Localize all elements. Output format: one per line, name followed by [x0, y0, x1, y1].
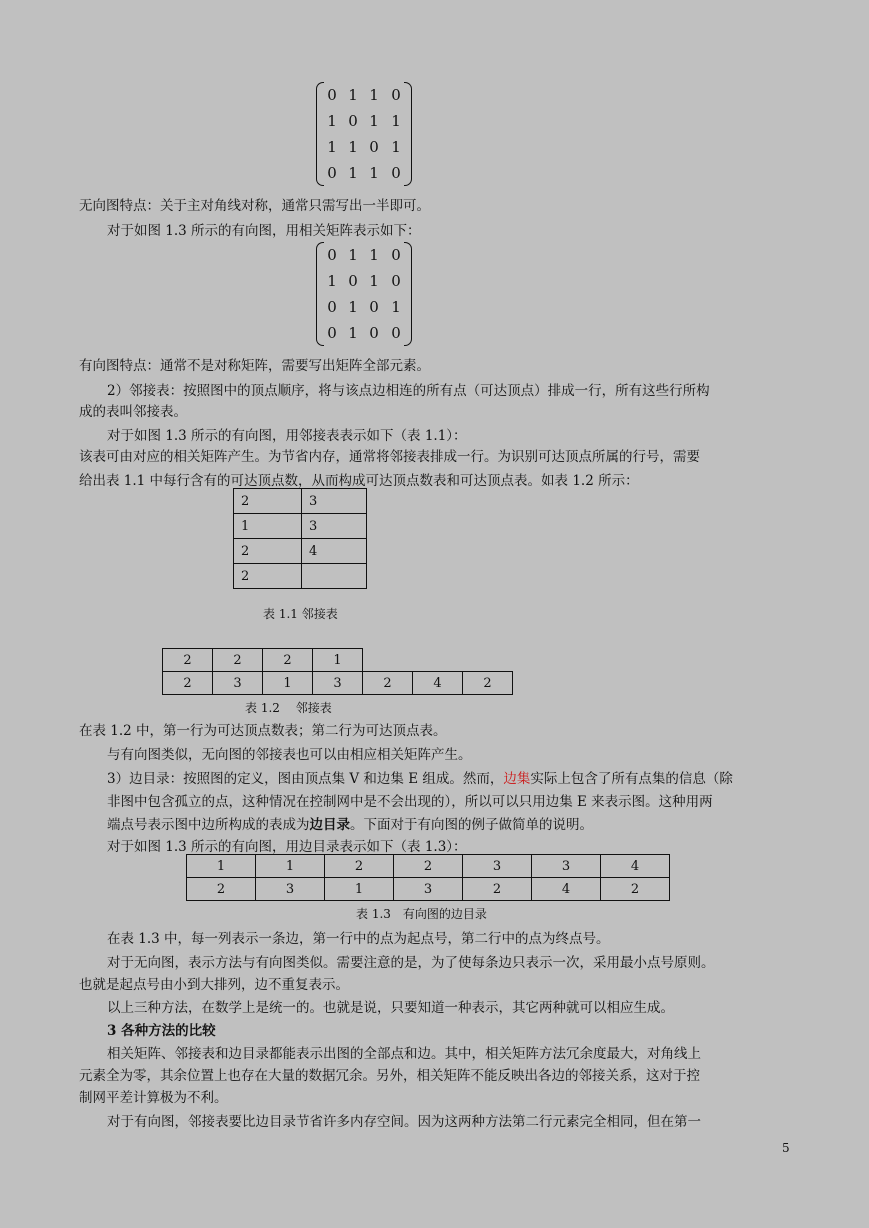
matrix-cell: 1	[348, 246, 358, 264]
table-cell: 3	[394, 878, 463, 901]
table-cell: 3	[463, 855, 532, 878]
matrix-cell: 1	[391, 138, 401, 156]
table-cell: 1	[313, 649, 363, 672]
matrix-cell: 0	[327, 324, 337, 342]
table-cell: 4	[601, 855, 670, 878]
table-row	[163, 672, 513, 695]
matrix-cell: 0	[391, 246, 401, 264]
paragraph-fig13-adj: 对于如图 1.3 所示的有向图，用邻接表表示如下（表 1.1）：	[107, 428, 467, 444]
paragraph-directed: 有向图特点：通常不是对称矩阵，需要写出矩阵全部元素。	[79, 358, 430, 374]
matrix-cell: 0	[391, 324, 401, 342]
matrix-cell: 1	[391, 298, 401, 316]
table-caption: 表 1.2 邻接表	[245, 701, 332, 715]
table-cell: 2	[463, 878, 532, 901]
table-cell: 2	[163, 672, 213, 695]
table-row	[187, 855, 670, 878]
table-cell: 1	[263, 672, 313, 695]
paragraph-table12-note: 在表 1.2 中，第一行为可达顶点数表；第二行为可达顶点表。	[79, 723, 447, 739]
paragraph-undirected-edges: 也就是起点号由小到大排列，边不重复表示。	[79, 977, 349, 993]
table-cell: 1	[256, 855, 325, 878]
table-row	[234, 564, 367, 589]
table-cell: 2	[463, 672, 513, 695]
edge-list-text: 3）边目录：按照图的定义，图由顶点集 V 和边集 E 组成。然而，	[107, 771, 504, 787]
table-row	[187, 878, 670, 901]
table-1-1-adjacency	[233, 488, 367, 589]
paragraph-last: 对于有向图，邻接表要比边目录节省许多内存空间。因为这两种方法第二行元素完全相同，但在第一	[107, 1114, 701, 1130]
matrix-cell: 0	[327, 164, 337, 182]
table-1-2-second-row	[162, 671, 513, 695]
table-row	[163, 649, 363, 672]
matrix-cell: 0	[327, 246, 337, 264]
paragraph-adjacency-list: 成的表叫邻接表。	[79, 404, 187, 420]
table-row	[234, 514, 367, 539]
paragraph-undirected: 无向图特点：关于主对角线对称，通常只需写出一半即可。	[79, 198, 430, 214]
paragraph-undirected-edges: 对于无向图，表示方法与有向图类似。需要注意的是，为了使每条边只表示一次，采用最小点号原则。	[107, 955, 715, 971]
matrix-cell: 0	[369, 324, 379, 342]
table-cell: 3	[302, 514, 367, 539]
paragraph-edge-list	[107, 767, 733, 787]
section-heading: 3 各种方法的比较	[107, 1023, 216, 1039]
table-cell: 4	[413, 672, 463, 695]
table-cell: 1	[234, 514, 302, 539]
matrix-cell: 1	[327, 138, 337, 156]
matrix-cell: 1	[369, 86, 379, 104]
matrix-cell: 0	[348, 272, 358, 290]
table-cell: 2	[394, 855, 463, 878]
table-cell: 2	[234, 489, 302, 514]
table-cell: 2	[234, 539, 302, 564]
paragraph-generation: 给出表 1.1 中每行含有的可达顶点数，从而构成可达顶点数表和可达顶点表。如表 1.2 所示：	[79, 473, 639, 489]
table-cell: 1	[325, 878, 394, 901]
paragraph-unified: 以上三种方法，在数学上是统一的。也就是说，只要知道一种表示，其它两种就可以相应生成。	[107, 1000, 674, 1016]
table-cell: 2	[601, 878, 670, 901]
matrix-cell: 1	[348, 324, 358, 342]
table-1-3-edge-list	[186, 854, 670, 901]
bold-term: 边目录	[309, 817, 350, 833]
matrix-cell: 1	[348, 138, 358, 156]
paragraph-fig13-edge: 对于如图 1.3 所示的有向图，用边目录表示如下（表 1.3）：	[107, 839, 467, 855]
table-cell: 3	[532, 855, 601, 878]
table-cell: 2	[187, 878, 256, 901]
matrix-cell: 0	[391, 272, 401, 290]
matrix-cell: 0	[369, 138, 379, 156]
matrix-cell: 0	[327, 86, 337, 104]
paragraph-adjacency-list: 2）邻接表：按照图中的顶点顺序，将与该点边相连的所有点（可达顶点）排成一行，所有这些行所构	[107, 383, 710, 399]
table-row	[234, 539, 367, 564]
table-cell: 2	[325, 855, 394, 878]
edge-list-text: 端点号表示图中边所构成的表成为	[107, 817, 310, 833]
matrix-cell: 1	[391, 112, 401, 130]
matrix-cell: 0	[391, 86, 401, 104]
matrix-cell: 0	[369, 298, 379, 316]
matrix-cell: 1	[348, 86, 358, 104]
matrix-cell: 1	[327, 112, 337, 130]
table-row	[234, 489, 367, 514]
table-cell: 2	[363, 672, 413, 695]
paragraph-similar: 与有向图类似，无向图的邻接表也可以由相应相关矩阵产生。	[107, 747, 472, 763]
matrix-cell: 0	[391, 164, 401, 182]
table-cell: 3	[256, 878, 325, 901]
table-cell: 2	[263, 649, 313, 672]
matrix-cell: 1	[348, 298, 358, 316]
table-1-2-first-row	[162, 648, 363, 672]
matrix-cell: 1	[369, 164, 379, 182]
matrix-cell: 1	[348, 164, 358, 182]
paragraph-comparison: 元素全为零，其余位置上也存在大量的数据冗余。另外，相关矩阵不能反映出各边的邻接关系，这对于控	[79, 1068, 700, 1084]
table-cell: 1	[187, 855, 256, 878]
table-cell: 3	[313, 672, 363, 695]
paragraph-generation: 该表可由对应的相关矩阵产生。为节省内存，通常将邻接表排成一行。为识别可达顶点所属的行号，需要	[79, 449, 700, 465]
table-caption: 表 1.3 有向图的边目录	[356, 907, 487, 921]
table-cell: 3	[213, 672, 263, 695]
paragraph-comparison: 相关矩阵、邻接表和边目录都能表示出图的全部点和边。其中，相关矩阵方法冗余度最大，对角线上	[107, 1046, 701, 1062]
table-cell: 2	[234, 564, 302, 589]
adjacency-matrix-undirected	[316, 82, 412, 186]
table-cell: 3	[302, 489, 367, 514]
table-cell: 4	[532, 878, 601, 901]
table-cell: 2	[213, 649, 263, 672]
matrix-cell: 1	[369, 246, 379, 264]
table-cell: 2	[163, 649, 213, 672]
edge-list-text: 。下面对于有向图的例子做简单的说明。	[350, 817, 593, 833]
paragraph-edge-list: 非图中包含孤立的点，这种情况在控制网中是不会出现的），所以可以只用边集 E 来表示图。这种用两	[107, 794, 713, 810]
paragraph-comparison: 制网平差计算极为不利。	[79, 1090, 228, 1106]
table-cell: 4	[302, 539, 367, 564]
matrix-cell: 1	[369, 272, 379, 290]
adjacency-matrix-directed	[316, 242, 412, 346]
paragraph-table13-note: 在表 1.3 中，每一列表示一条边，第一行中的点为起点号，第二行中的点为终点号。	[107, 931, 610, 947]
paragraph-fig13-matrix: 对于如图 1.3 所示的有向图，用相关矩阵表示如下：	[107, 223, 421, 239]
matrix-cell: 0	[327, 298, 337, 316]
paragraph-edge-list	[107, 813, 593, 833]
matrix-cell: 0	[348, 112, 358, 130]
page-number: 5	[782, 1141, 790, 1155]
highlighted-term: 边集	[503, 771, 531, 787]
matrix-cell: 1	[369, 112, 379, 130]
table-caption: 表 1.1 邻接表	[263, 607, 338, 621]
table-cell	[302, 564, 367, 589]
edge-list-text: 实际上包含了所有点集的信息（除	[530, 771, 733, 787]
matrix-cell: 1	[327, 272, 337, 290]
